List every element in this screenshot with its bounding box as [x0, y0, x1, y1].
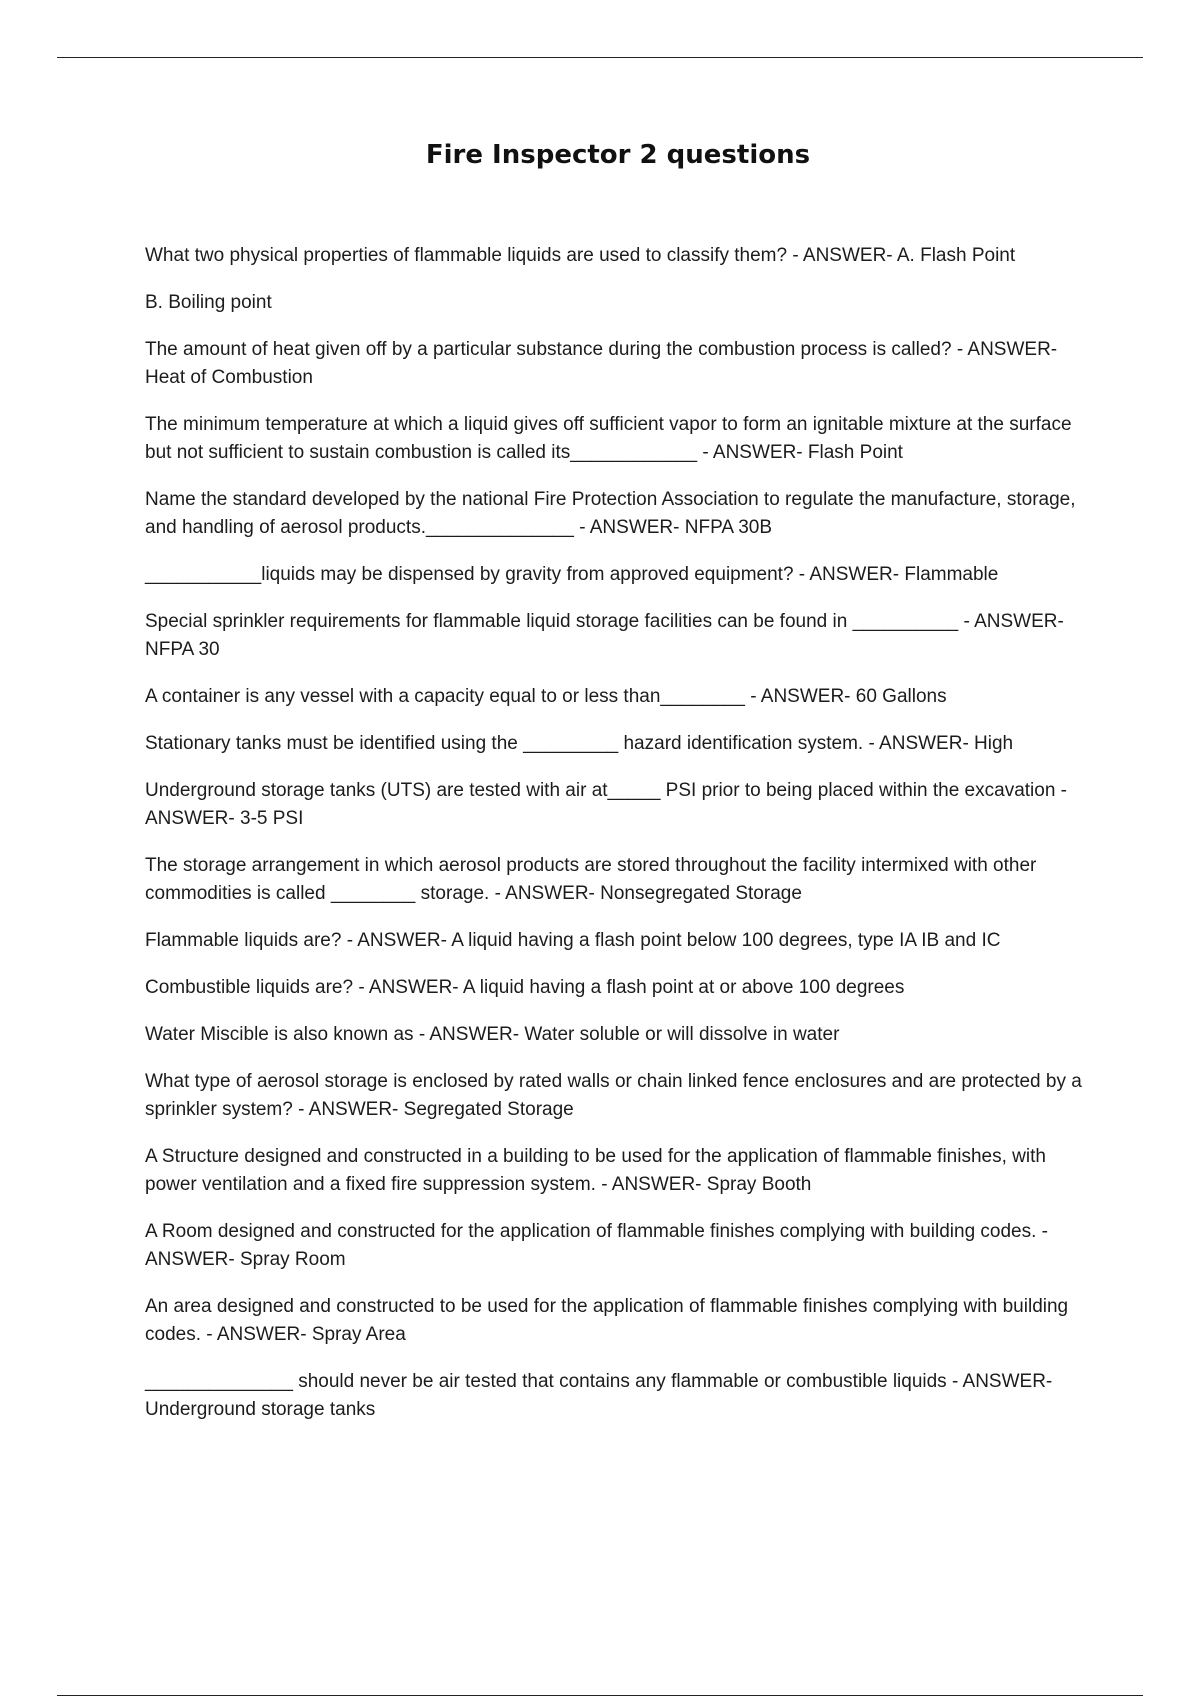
- paragraph: What type of aerosol storage is enclosed by rated walls or chain linked fence enclosures and are protected by a sprinkler system? - ANSWER- Segregated Storage: [145, 1071, 1082, 1120]
- top-rule: [57, 57, 1143, 58]
- paragraph: What two physical properties of flammable liquids are used to classify them? - ANSWER- A. Flash Point: [145, 245, 1016, 266]
- document-title: Fire Inspector 2 questions: [425, 140, 811, 170]
- paragraph: Stationary tanks must be identified using the _________ hazard identification system. - ANSWER- High: [145, 733, 1014, 754]
- paragraph: Flammable liquids are? - ANSWER- A liquid having a flash point below 100 degrees, type IA IB and IC: [145, 930, 1001, 951]
- paragraph: ______________ should never be air tested that contains any flammable or combustible liquids - ANSWER- Underground storage tanks: [145, 1371, 1053, 1420]
- paragraph: A container is any vessel with a capacity equal to or less than________ - ANSWER- 60 Gallons: [145, 686, 947, 707]
- paragraph: B. Boiling point: [145, 292, 272, 313]
- document-body: [145, 242, 1085, 1443]
- paragraph: A Structure designed and constructed in a building to be used for the application of flammable finishes, with power ventilation and a fixed fire suppression system. - ANSWER- Spray Booth: [145, 1146, 1046, 1195]
- paragraph: The amount of heat given off by a particular substance during the combustion process is called? - ANSWER- Heat of Combustion: [145, 339, 1058, 388]
- paragraph: Underground storage tanks (UTS) are tested with air at_____ PSI prior to being placed within the excavation - ANSWER- 3-5 PSI: [145, 780, 1068, 829]
- paragraph: The storage arrangement in which aerosol products are stored throughout the facility intermixed with other commodities is called ________ storage. - ANSWER- Nonsegregated Storage: [145, 855, 1037, 904]
- paragraph: The minimum temperature at which a liquid gives off sufficient vapor to form an ignitable mixture at the surface but not sufficient to sustain combustion is called its____________ - ANSWER- Flash Point: [145, 414, 1072, 463]
- paragraph: Combustible liquids are? - ANSWER- A liquid having a flash point at or above 100 degrees: [145, 977, 905, 998]
- bottom-rule: [57, 1695, 1143, 1696]
- paragraph: Name the standard developed by the national Fire Protection Association to regulate the manufacture, storage, and handling of aerosol products.______________ - ANSWER- NFPA 30B: [145, 489, 1076, 538]
- paragraph: Water Miscible is also known as - ANSWER- Water soluble or will dissolve in water: [145, 1024, 840, 1045]
- paragraph: A Room designed and constructed for the application of flammable finishes complying with building codes. - ANSWER- Spray Room: [145, 1221, 1049, 1270]
- paragraph: An area designed and constructed to be used for the application of flammable finishes complying with building codes. - ANSWER- Spray Area: [145, 1296, 1069, 1345]
- paragraph: ___________liquids may be dispensed by gravity from approved equipment? - ANSWER- Flammable: [145, 564, 999, 585]
- paragraph: Special sprinkler requirements for flammable liquid storage facilities can be found in __________ - ANSWER- NFPA 30: [145, 611, 1064, 660]
